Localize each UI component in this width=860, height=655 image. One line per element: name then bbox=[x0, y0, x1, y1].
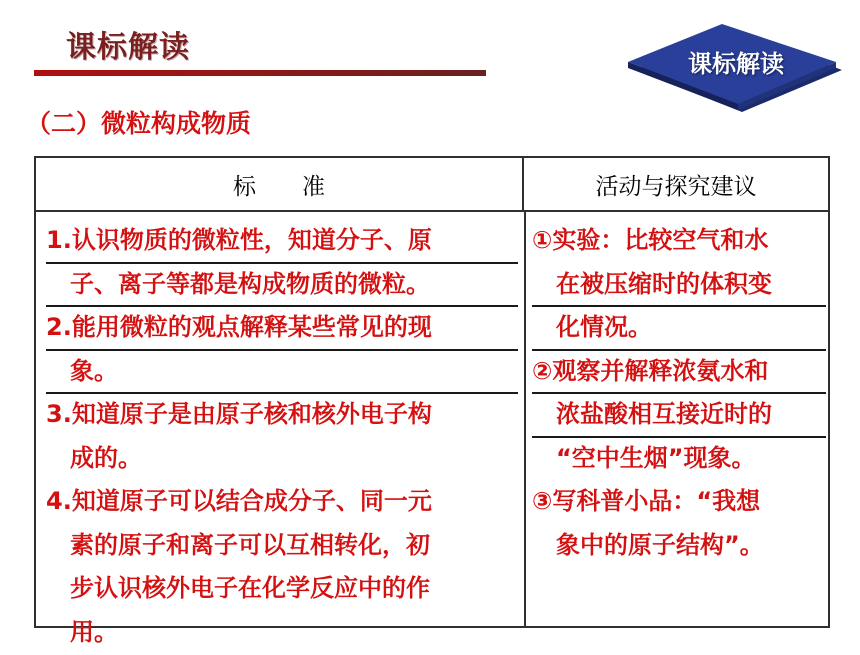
standard-line: 素的原子和离子可以互相转化，初 bbox=[46, 525, 518, 569]
section-badge bbox=[622, 22, 850, 114]
activity-line: 化情况。 bbox=[532, 307, 826, 351]
activity-column bbox=[532, 220, 826, 568]
activity-line: 象中的原子结构”。 bbox=[532, 525, 826, 569]
standard-line: 象。 bbox=[46, 351, 518, 395]
standard-line: 4.知道原子可以结合成分子、同一元 bbox=[46, 481, 518, 525]
activity-line: 浓盐酸相互接近时的 bbox=[532, 394, 826, 438]
badge-label: 课标解读 bbox=[622, 44, 850, 79]
standards-table bbox=[34, 156, 830, 628]
standard-line: 用。 bbox=[46, 612, 518, 655]
activity-line: “空中生烟”现象。 bbox=[532, 438, 826, 482]
page-title: 课标解读 bbox=[66, 22, 190, 66]
standard-line: 子、离子等都是构成物质的微粒。 bbox=[46, 264, 518, 308]
standard-line: 1.认识物质的微粒性，知道分子、原 bbox=[46, 220, 518, 264]
standard-line: 成的。 bbox=[46, 438, 518, 482]
standard-line: 2.能用微粒的观点解释某些常见的现 bbox=[46, 307, 518, 351]
standard-line: 3.知道原子是由原子核和核外电子构 bbox=[46, 394, 518, 438]
standard-line: 步认识核外电子在化学反应中的作 bbox=[46, 568, 518, 612]
activity-line: ②观察并解释浓氨水和 bbox=[532, 351, 826, 395]
standards-column bbox=[46, 220, 518, 655]
activity-line: ①实验：比较空气和水 bbox=[532, 220, 826, 264]
column-header-activity: 活动与探究建议 bbox=[524, 158, 828, 212]
column-header-standard: 标 准 bbox=[36, 158, 524, 212]
section-title: （二）微粒构成物质 bbox=[26, 104, 251, 140]
activity-line: ③写科普小品：“我想 bbox=[532, 481, 826, 525]
activity-line: 在被压缩时的体积变 bbox=[532, 264, 826, 308]
column-divider bbox=[524, 212, 526, 626]
title-underline bbox=[34, 70, 486, 76]
